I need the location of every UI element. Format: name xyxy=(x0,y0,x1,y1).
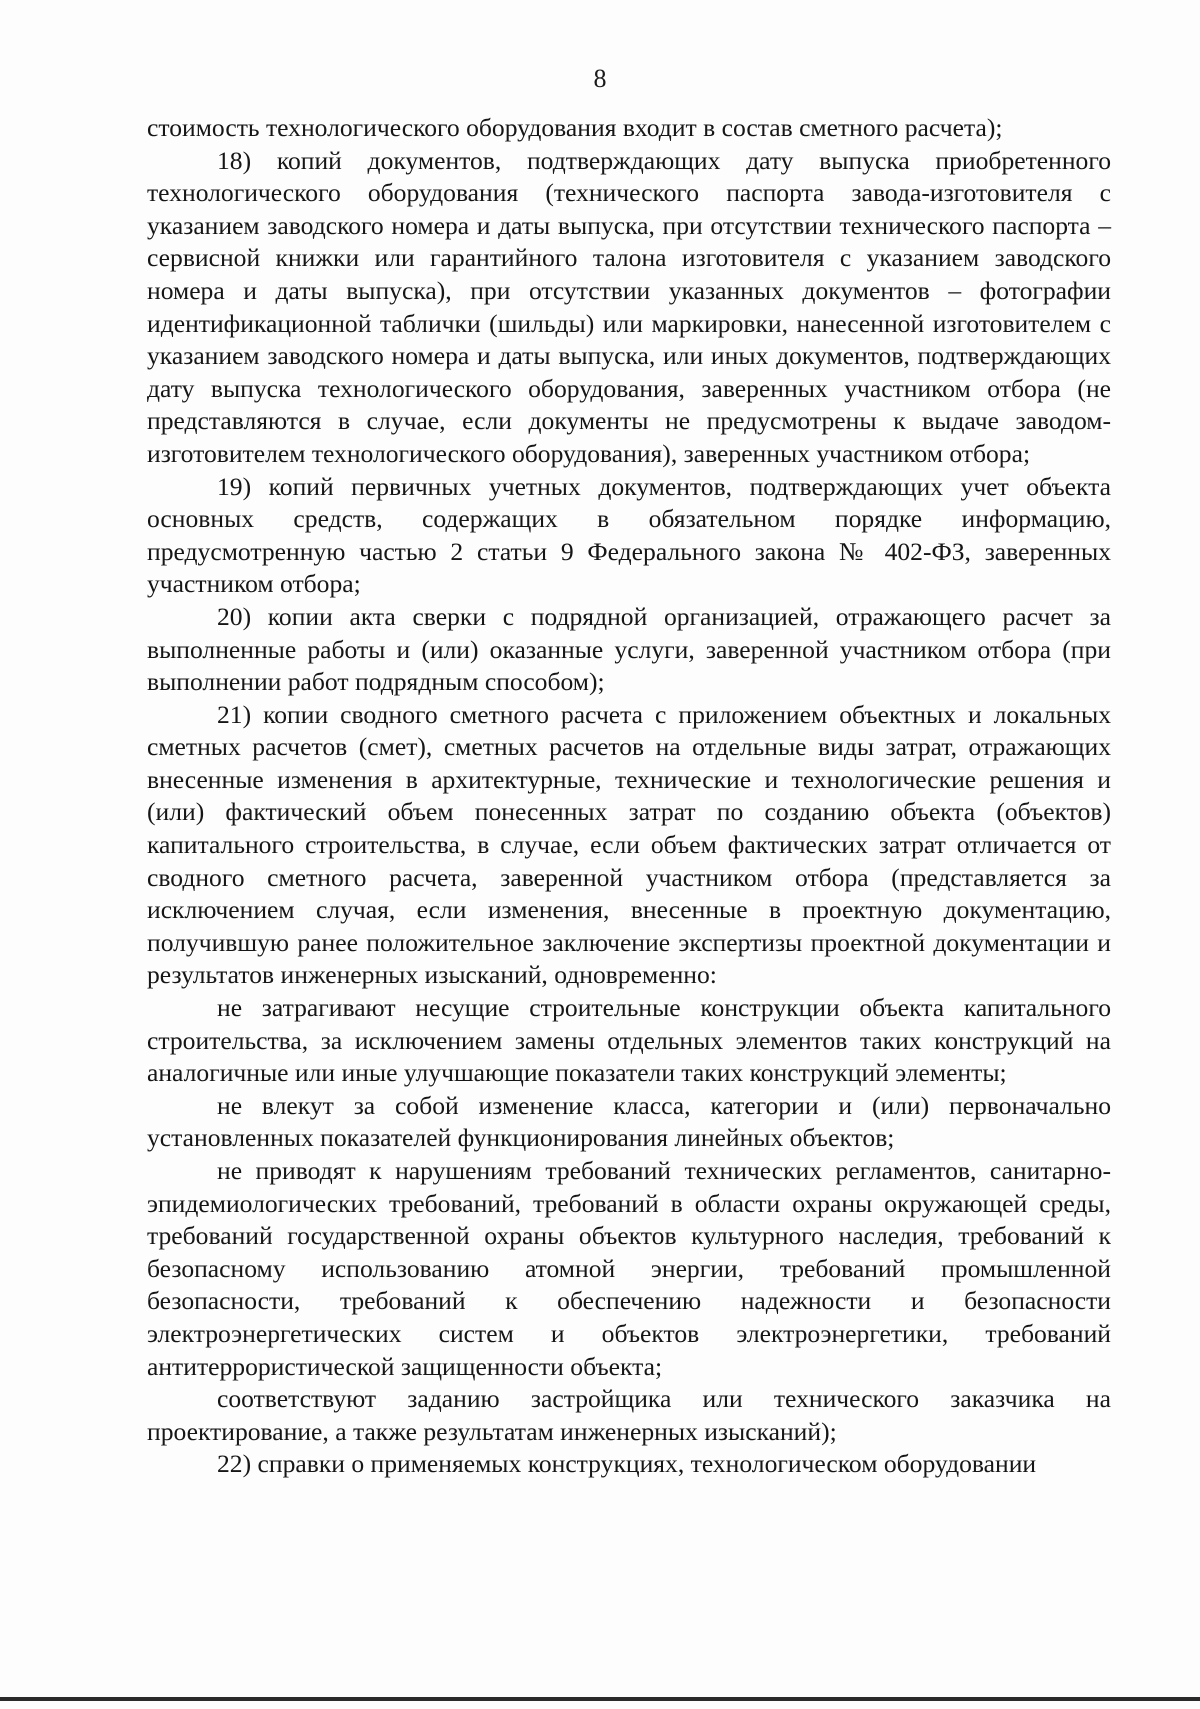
paragraph-item-19: 19) копий первичных учетных документов, подтверждающих учет объекта основных средств, содержащих в обязательном порядке информацию, предусмотренную частью 2 статьи 9 Федерального закона № 402-ФЗ, заверенных участником отбора; xyxy=(147,471,1111,599)
page-number: 8 xyxy=(593,64,607,93)
paragraph-item-18: 18) копий документов, подтверждающих дату выпуска приобретенного технологического оборудования (технического паспорта завода-изготовителя с указанием заводского номера и даты выпуска, при отсутствии технического паспорта – сервисной книжки или гарантийного талона изготовителя с указанием заводского номера и даты выпуска), при отсутствии указанных документов – фотографии идентификационной таблички (шильды) или маркировки, нанесенной изготовителем с указанием заводского номера и даты выпуска, или иных документов, подтверждающих дату выпуска технологического оборудования, заверенных участником отбора (не представляются в случае, если документы не предусмотрены к выдаче заводом-изготовителем технологического оборудования), заверенных участником отбора; xyxy=(147,145,1111,468)
paragraph-continuation: стоимость технологического оборудования входит в состав сметного расчета); xyxy=(147,113,1003,142)
paragraph-item-20: 20) копии акта сверки с подрядной организацией, отражающего расчет за выполненные работы и (или) оказанные услуги, заверенной участником отбора (при выполнении работ подрядным способом); xyxy=(147,601,1111,697)
paragraph-item-22: 22) справки о применяемых конструкциях, технологическом оборудовании xyxy=(217,1449,1037,1479)
paragraph-item-21: 21) копии сводного сметного расчета с приложением объектных и локальных сметных расчетов (смет), сметных расчетов на отдельные виды затрат, отражающих внесенные изменения в архитектурные, технические и технологические решения и (или) фактический объем понесенных затрат по созданию объекта (объектов) капитального строительства, в случае, если объем фактических затрат отличается от сводного сметного расчета, заверенной участником отбора (представляется за исключением случая, если изменения, внесенные в проектную документацию, получившую ранее положительное заключение экспертизы проектной документации и результатов инженерных изысканий, одновременно: xyxy=(147,699,1111,990)
paragraph-condition-4: соответствуют заданию застройщика или технического заказчика на проектирование, а также результатам инженерных изысканий); xyxy=(147,1384,1111,1446)
document-body xyxy=(147,112,1111,1481)
paragraph-condition-3: не приводят к нарушениям требований технических регламентов, санитарно-эпидемиологических требований, требований в области охраны окружающей среды, требований государственной охраны объектов культурного наследия, требований к безопасному использованию атомной энергии, требований промышленной безопасности, требований к обеспечению надежности и безопасности электроэнергетических систем и объектов электроэнергетики, требований антитеррористической защищенности объекта; xyxy=(147,1156,1111,1381)
paragraph-condition-1: не затрагивают несущие строительные конструкции объекта капитального строительства, за исключением замены отдельных элементов таких конструкций на аналогичные или иные улучшающие показатели таких конструкций элементы; xyxy=(147,993,1111,1088)
paragraph-condition-2: не влекут за собой изменение класса, категории и (или) первоначально установленных показателей функционирования линейных объектов; xyxy=(147,1090,1111,1153)
scan-bottom-edge xyxy=(0,1697,1200,1701)
